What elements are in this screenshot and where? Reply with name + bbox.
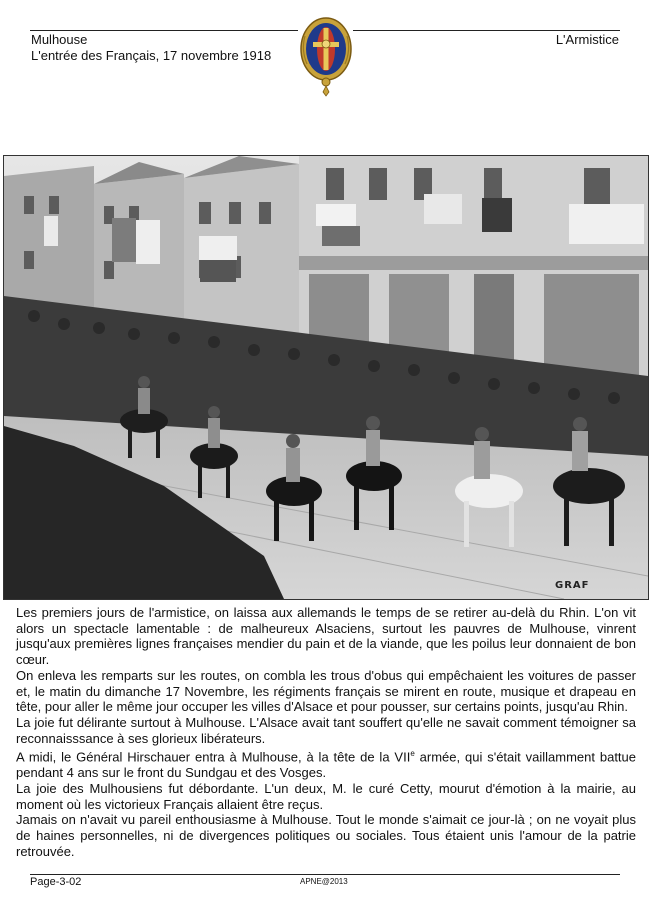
paragraph-part: A midi, le Général Hirschauer entra à Mulhouse, à la tête de la VII (16, 749, 411, 765)
header-rule-left (30, 30, 298, 31)
parade-photo-icon (3, 155, 649, 600)
page-number: Page-3-02 (30, 876, 82, 888)
paragraph: La joie des Mulhousiens fut débordante. L'un deux, M. le curé Cetty, mourut d'émotion à la mairie, au moment où les victorieux Français allaient être reçus. (16, 781, 636, 812)
photo-signature: GRAF (555, 580, 590, 591)
header-place: Mulhouse (31, 32, 88, 47)
paragraph: Jamais on n'avait vu pareil enthousiasme à Mulhouse. Tout le monde s'aimait ce jour-là ; on ne voyait plus de haines personnelles, ni de divergences politiques ou sociales. Tous étaient unis l'amour de la patrie retrouvée. (16, 812, 636, 859)
paragraph: La joie fut délirante surtout à Mulhouse. L'Alsace avait tant souffert qu'elle ne savait comment témoigner sa reconnaisssance à ses glorieux libérateurs. (16, 714, 636, 746)
article-text (16, 605, 636, 860)
header-rule-right (353, 30, 620, 31)
coat-of-arms-icon (299, 16, 353, 98)
superscript: e (410, 749, 415, 759)
paragraph: Les premiers jours de l'armistice, on laissa aux allemands le temps de se retirer au-delà du Rhin. L'on vit alors un spectacle lamentable : de malheureux Alsaciens, surtout les pauvres de Mulhouse, vinrent jusqu'aux premières lignes françaises mendier du pain et de la viande, que les poilus leur donnaient de bon cœur. (16, 605, 636, 668)
paragraph: On enleva les remparts sur les routes, on combla les trous d'obus qui empêchaient les voitures de passer et, le matin du dimanche 17 Novembre, les régiments français se mirent en route, musique et drapeau en tête, pour aller le même jour occuper les villes d'Alsace et pour pousser, sur certains points, jusqu'au Rhin. (16, 667, 636, 715)
header-subtitle: L'entrée des Français, 17 novembre 1918 (31, 48, 272, 63)
copyright: APNE@2013 (300, 877, 348, 886)
footer-rule (30, 874, 620, 875)
header-section: L'Armistice (555, 32, 619, 47)
paragraph (16, 746, 636, 781)
paragraph-part: armée, qui s'était vaillamment battue pendant 4 ans sur le front du Sundgau et des Vosges. (16, 749, 637, 781)
